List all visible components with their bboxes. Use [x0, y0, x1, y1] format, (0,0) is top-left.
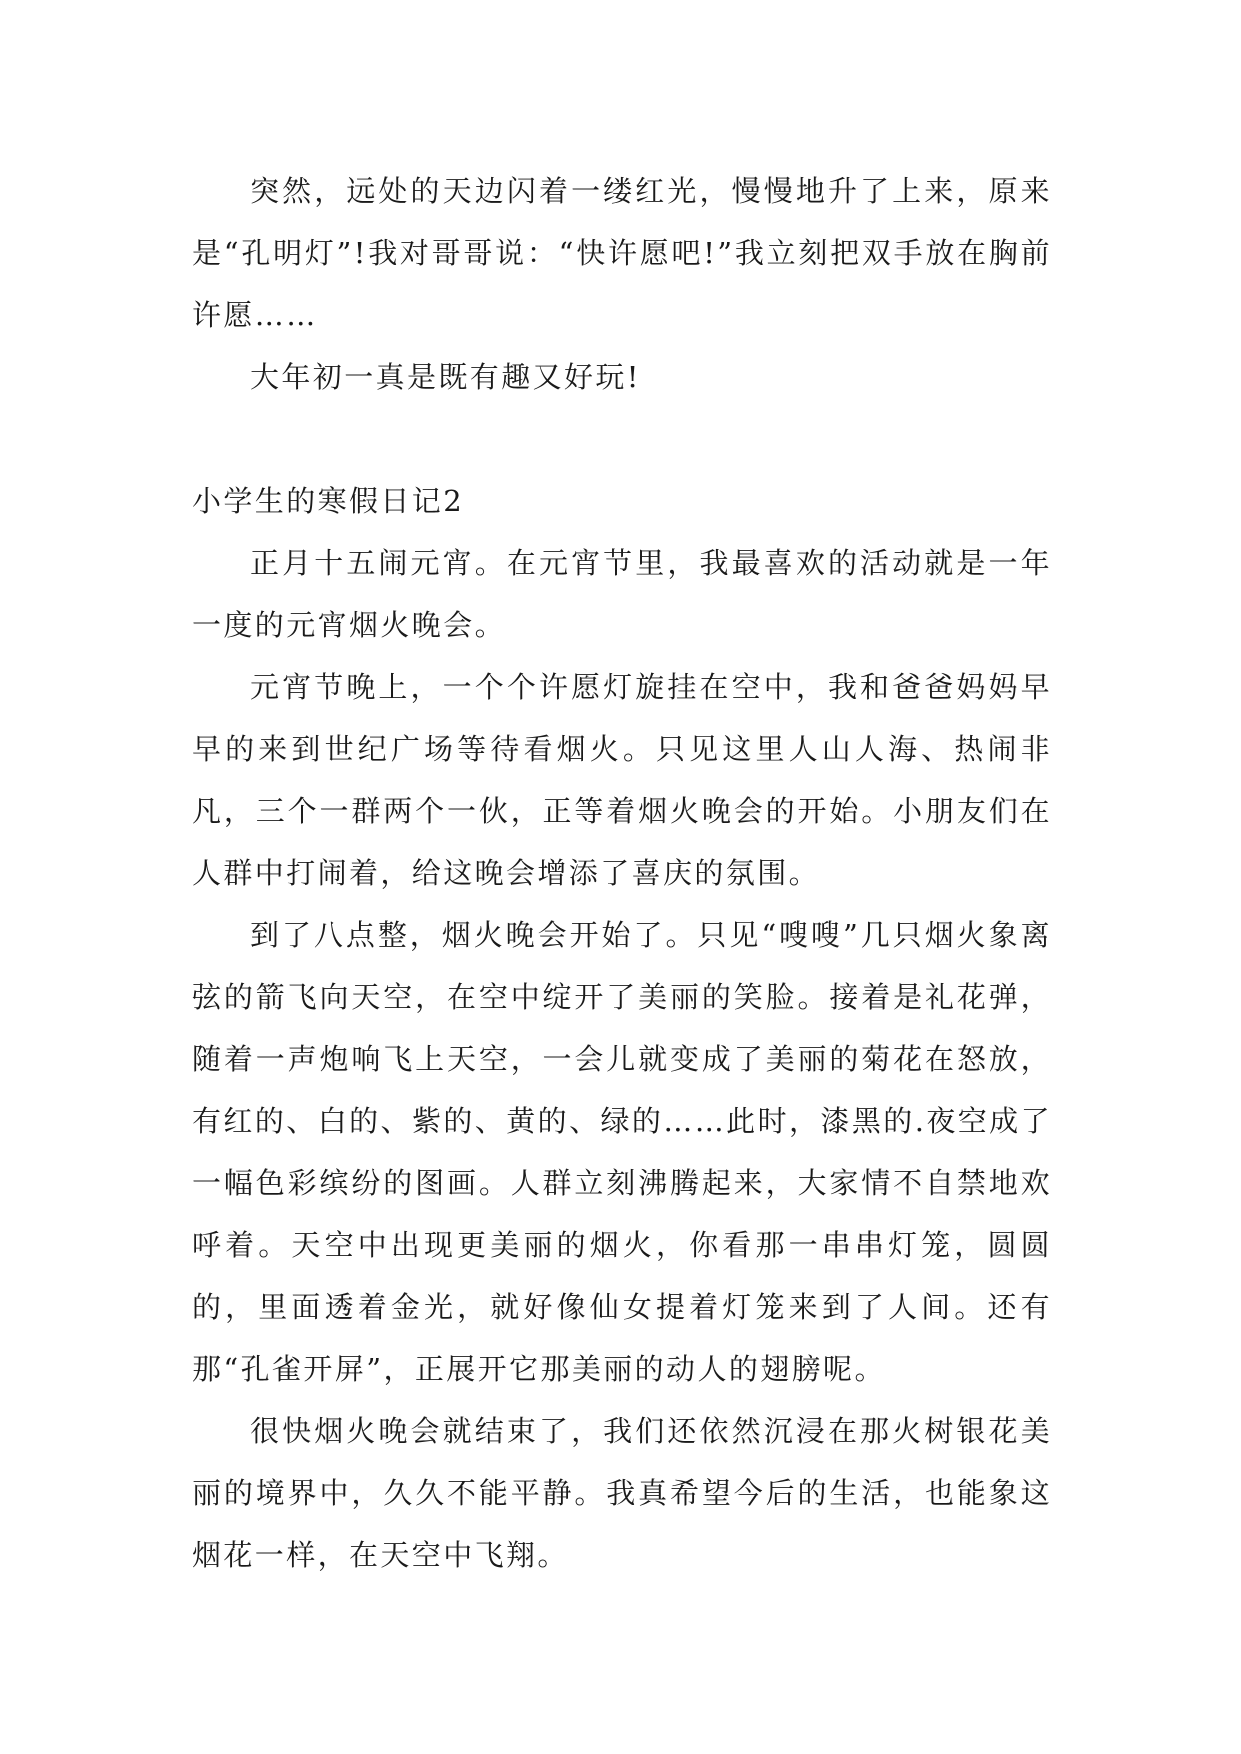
- paragraph-lantern-festival-intro: 正月十五闹元宵。在元宵节里，我最喜欢的活动就是一年一度的元宵烟火晚会。: [192, 546, 1052, 642]
- paragraph-ending: 很快烟火晚会就结束了，我们还依然沉浸在那火树银花美丽的境界中，久久不能平静。我真希望今后的生活，也能象这烟花一样，在天空中飞翔。: [192, 1414, 1052, 1572]
- paragraph-fireworks-show: 到了八点整，烟火晚会开始了。只见“嗖嗖”几只烟火象离弦的箭飞向天空，在空中绽开了美丽的笑脸。接着是礼花弹，随着一声炮响飞上天空，一会儿就变成了美丽的菊花在怒放，有红的、白的、紫的、黄的、绿的……此时，漆黑的.夜空成了一幅色彩缤纷的图画。人群立刻沸腾起来，大家情不自禁地欢呼着。天空中出现更美丽的烟火，你看那一串串灯笼，圆圆的，里面透着金光，就好像仙女提着灯笼来到了人间。还有那“孔雀开屏”，正展开它那美丽的动人的翅膀呢。: [192, 918, 1052, 1386]
- document-body: [192, 160, 1052, 1586]
- paragraph-evening-square: 元宵节晚上，一个个许愿灯旋挂在空中，我和爸爸妈妈早早的来到世纪广场等待看烟火。只见这里人山人海、热闹非凡，三个一群两个一伙，正等着烟火晚会的开始。小朋友们在人群中打闹着，给这晚会增添了喜庆的氛围。: [192, 670, 1052, 890]
- paragraph-new-year-conclusion: 大年初一真是既有趣又好玩!: [250, 360, 641, 394]
- paragraph-fireworks-lantern: 突然，远处的天边闪着一缕红光，慢慢地升了上来，原来是“孔明灯”!我对哥哥说：“快许愿吧!”我立刻把双手放在胸前许愿……: [192, 174, 1052, 332]
- diary-title: 小学生的寒假日记2: [192, 484, 465, 518]
